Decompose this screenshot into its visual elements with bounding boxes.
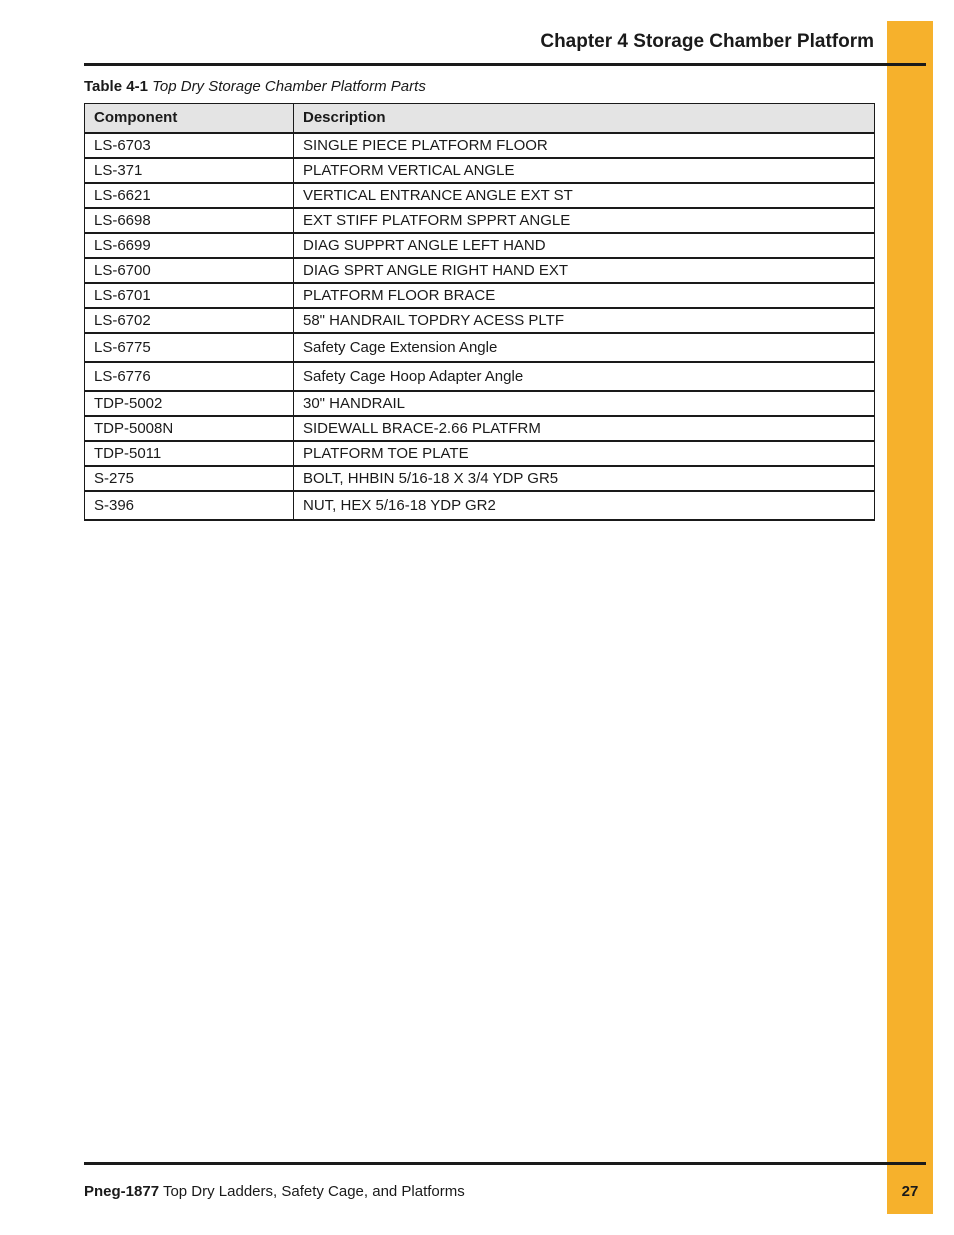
table-row <box>85 183 875 208</box>
component-cell: S-275 <box>85 466 294 491</box>
description-cell: NUT, HEX 5/16-18 YDP GR2 <box>294 491 875 520</box>
component-cell: LS-371 <box>85 158 294 183</box>
table-row <box>85 491 875 520</box>
table-caption-label: Table 4-1 <box>84 78 148 95</box>
description-cell: PLATFORM TOE PLATE <box>294 441 875 466</box>
description-cell: DIAG SPRT ANGLE RIGHT HAND EXT <box>294 258 875 283</box>
footer-doc-id: Pneg-1877 <box>84 1183 160 1200</box>
description-cell: BOLT, HHBIN 5/16-18 X 3/4 YDP GR5 <box>294 466 875 491</box>
description-cell: EXT STIFF PLATFORM SPPRT ANGLE <box>294 208 875 233</box>
description-cell: 30" HANDRAIL <box>294 391 875 416</box>
component-cell: LS-6698 <box>85 208 294 233</box>
column-header-description: Description <box>294 104 875 133</box>
component-cell: LS-6775 <box>85 333 294 362</box>
description-cell: SINGLE PIECE PLATFORM FLOOR <box>294 133 875 158</box>
table-caption-text: Top Dry Storage Chamber Platform Parts <box>152 78 426 95</box>
description-cell: Safety Cage Hoop Adapter Angle <box>294 362 875 391</box>
component-cell: LS-6702 <box>85 308 294 333</box>
table-caption <box>84 78 426 95</box>
description-cell: PLATFORM FLOOR BRACE <box>294 283 875 308</box>
description-cell: VERTICAL ENTRANCE ANGLE EXT ST <box>294 183 875 208</box>
component-cell: LS-6776 <box>85 362 294 391</box>
table-row <box>85 466 875 491</box>
footer-doc-title: Top Dry Ladders, Safety Cage, and Platforms <box>162 1183 465 1200</box>
table-row <box>85 333 875 362</box>
description-cell: Safety Cage Extension Angle <box>294 333 875 362</box>
chapter-title: Chapter 4 Storage Chamber Platform <box>540 31 874 52</box>
component-cell: TDP-5002 <box>85 391 294 416</box>
component-cell: LS-6700 <box>85 258 294 283</box>
header-rule <box>84 63 926 66</box>
table-row <box>85 233 875 258</box>
description-cell: DIAG SUPPRT ANGLE LEFT HAND <box>294 233 875 258</box>
parts-table <box>84 103 875 521</box>
table-row <box>85 133 875 158</box>
table-row <box>85 362 875 391</box>
description-cell: 58" HANDRAIL TOPDRY ACESS PLTF <box>294 308 875 333</box>
component-cell: LS-6621 <box>85 183 294 208</box>
table-row <box>85 391 875 416</box>
side-tab <box>887 21 933 1214</box>
table-row <box>85 258 875 283</box>
table-row <box>85 308 875 333</box>
table-header-row <box>85 104 875 133</box>
component-cell: S-396 <box>85 491 294 520</box>
footer-rule <box>84 1162 926 1165</box>
component-cell: LS-6701 <box>85 283 294 308</box>
page-number: 27 <box>901 1183 919 1200</box>
table-row <box>85 416 875 441</box>
description-cell: SIDEWALL BRACE-2.66 PLATFRM <box>294 416 875 441</box>
table-row <box>85 158 875 183</box>
component-cell: TDP-5008N <box>85 416 294 441</box>
column-header-component: Component <box>85 104 294 133</box>
component-cell: LS-6699 <box>85 233 294 258</box>
table-row <box>85 441 875 466</box>
component-cell: TDP-5011 <box>85 441 294 466</box>
footer-doc-info <box>84 1183 465 1200</box>
table-row <box>85 283 875 308</box>
description-cell: PLATFORM VERTICAL ANGLE <box>294 158 875 183</box>
table-row <box>85 208 875 233</box>
component-cell: LS-6703 <box>85 133 294 158</box>
